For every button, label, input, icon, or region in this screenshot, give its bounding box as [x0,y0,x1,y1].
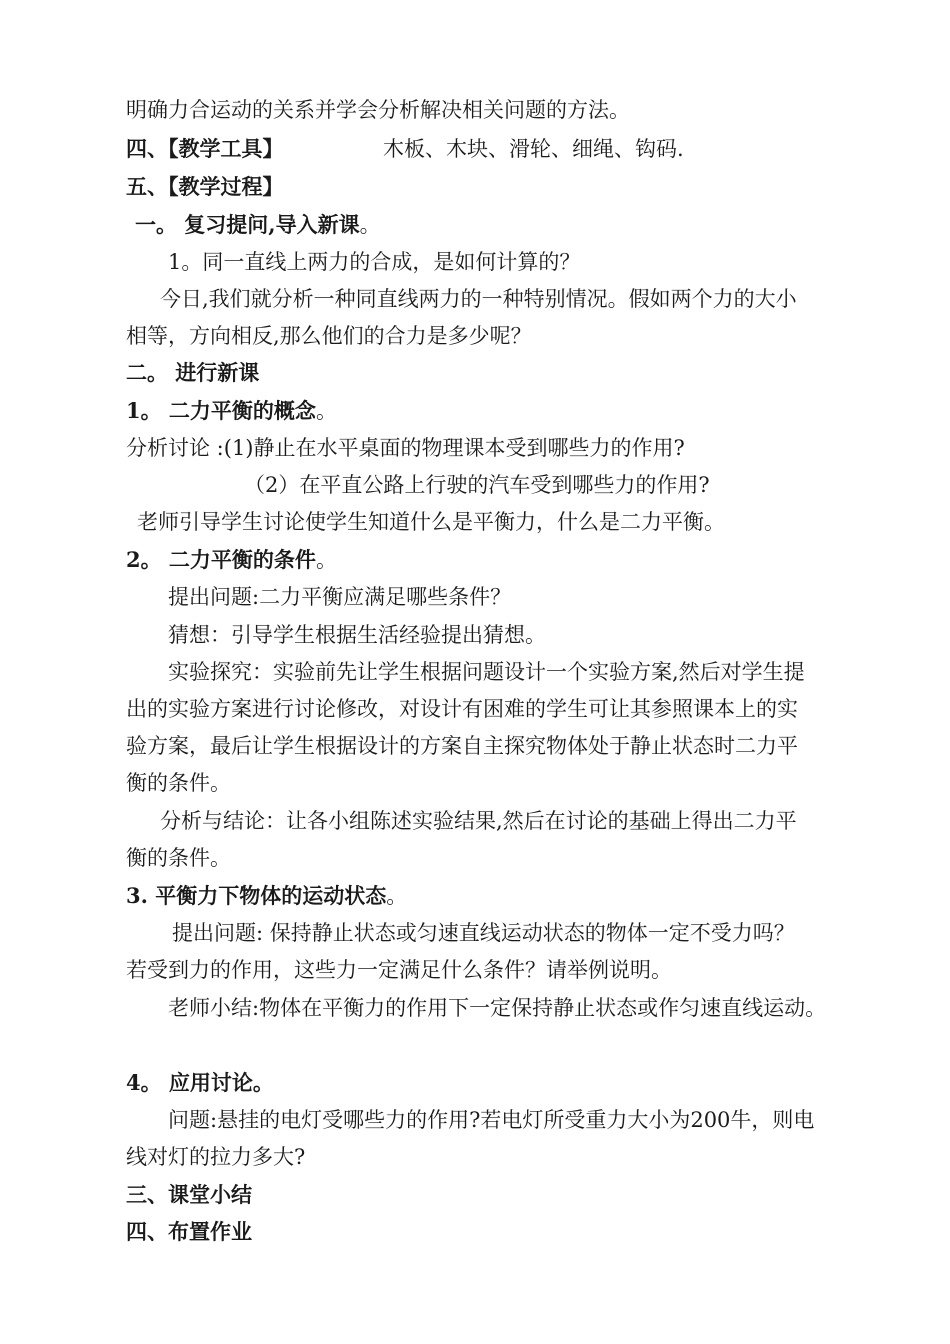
section2-experiment-line-2: 出的实验方案进行讨论修改，对设计有困难的学生可让其参照课本上的实 [126,697,798,721]
section4-heading: 4。 应用讨论。 [126,1070,274,1095]
section3-heading [126,881,407,911]
part1-heading-bold: 一。 复习提问,导入新课 [135,212,360,237]
part2-heading: 二。 进行新课 [126,360,260,385]
section2-analysis-line-1: 分析与结论：让各小组陈述实验结果,然后在讨论的基础上得出二力平 [160,809,797,833]
section2-experiment-line-1: 实验探究：实验前先让学生根据问题设计一个实验方案,然后对学生提 [168,660,805,684]
section2-experiment-line-4: 衡的条件。 [126,771,231,795]
section1-heading-tail: 。 [315,399,337,423]
part1-question-1: 1。同一直线上两力的合成，是如何计算的？ [168,250,581,274]
section1-teacher-guide: 老师引导学生讨论使学生知道什么是平衡力，什么是二力平衡。 [137,510,725,534]
section2-experiment-line-3: 验方案，最后让学生根据设计的方案自主探究物体处于静止状态时二力平 [126,734,798,758]
part3-heading: 三、课堂小结 [126,1182,252,1207]
section2-guess: 猜想：引导学生根据生活经验提出猜想。 [168,623,546,647]
section1-heading-bold: 1。 二力平衡的概念 [126,398,316,423]
part1-heading [135,210,381,240]
section3-summary: 老师小结:物体在平衡力的作用下一定保持静止状态或作匀速直线运动。 [168,996,827,1020]
section1-discuss-1: 分析讨论 :(1)静止在水平桌面的物理课本受到哪些力的作用? [126,436,685,460]
section2-heading-tail: 。 [315,548,337,572]
section3-question-line-1: 提出问题: 保持静止状态或匀速直线运动状态的物体一定不受力吗？ [172,921,795,945]
tools-items: 木板、木块、滑轮、细绳、钩码. [383,137,684,161]
part1-intro-line-1: 今日,我们就分析一种同直线两力的一种特别情况。假如两个力的大小 [160,287,797,311]
part4-heading: 四、布置作业 [126,1219,252,1244]
section4-question-line-1: 问题:悬挂的电灯受哪些力的作用?若电灯所受重力大小为200牛，则电 [168,1108,815,1132]
section2-heading-bold: 2。 二力平衡的条件 [126,547,316,572]
objective-tail-text: 明确力合运动的关系并学会分析解决相关问题的方法。 [126,98,630,122]
part1-intro-line-2: 相等，方向相反,那么他们的合力是多少呢？ [126,324,532,348]
section2-analysis-line-2: 衡的条件。 [126,846,231,870]
tools-heading: 四、【教学工具】 [126,136,284,161]
section2-heading [126,545,337,575]
section4-question-line-2: 线对灯的拉力多大? [126,1145,306,1169]
section2-question: 提出问题:二力平衡应满足哪些条件？ [168,585,512,609]
section3-heading-tail: 。 [386,884,408,908]
section3-heading-bold: 3. 平衡力下物体的运动状态 [126,883,387,908]
process-heading: 五、【教学过程】 [126,174,284,199]
section3-question-line-2: 若受到力的作用，这些力一定满足什么条件？请举例说明。 [126,958,672,982]
section1-discuss-2: （2）在平直公路上行驶的汽车受到哪些力的作用? [244,473,710,497]
section1-heading [126,396,337,426]
part1-heading-tail: 。 [359,213,381,237]
